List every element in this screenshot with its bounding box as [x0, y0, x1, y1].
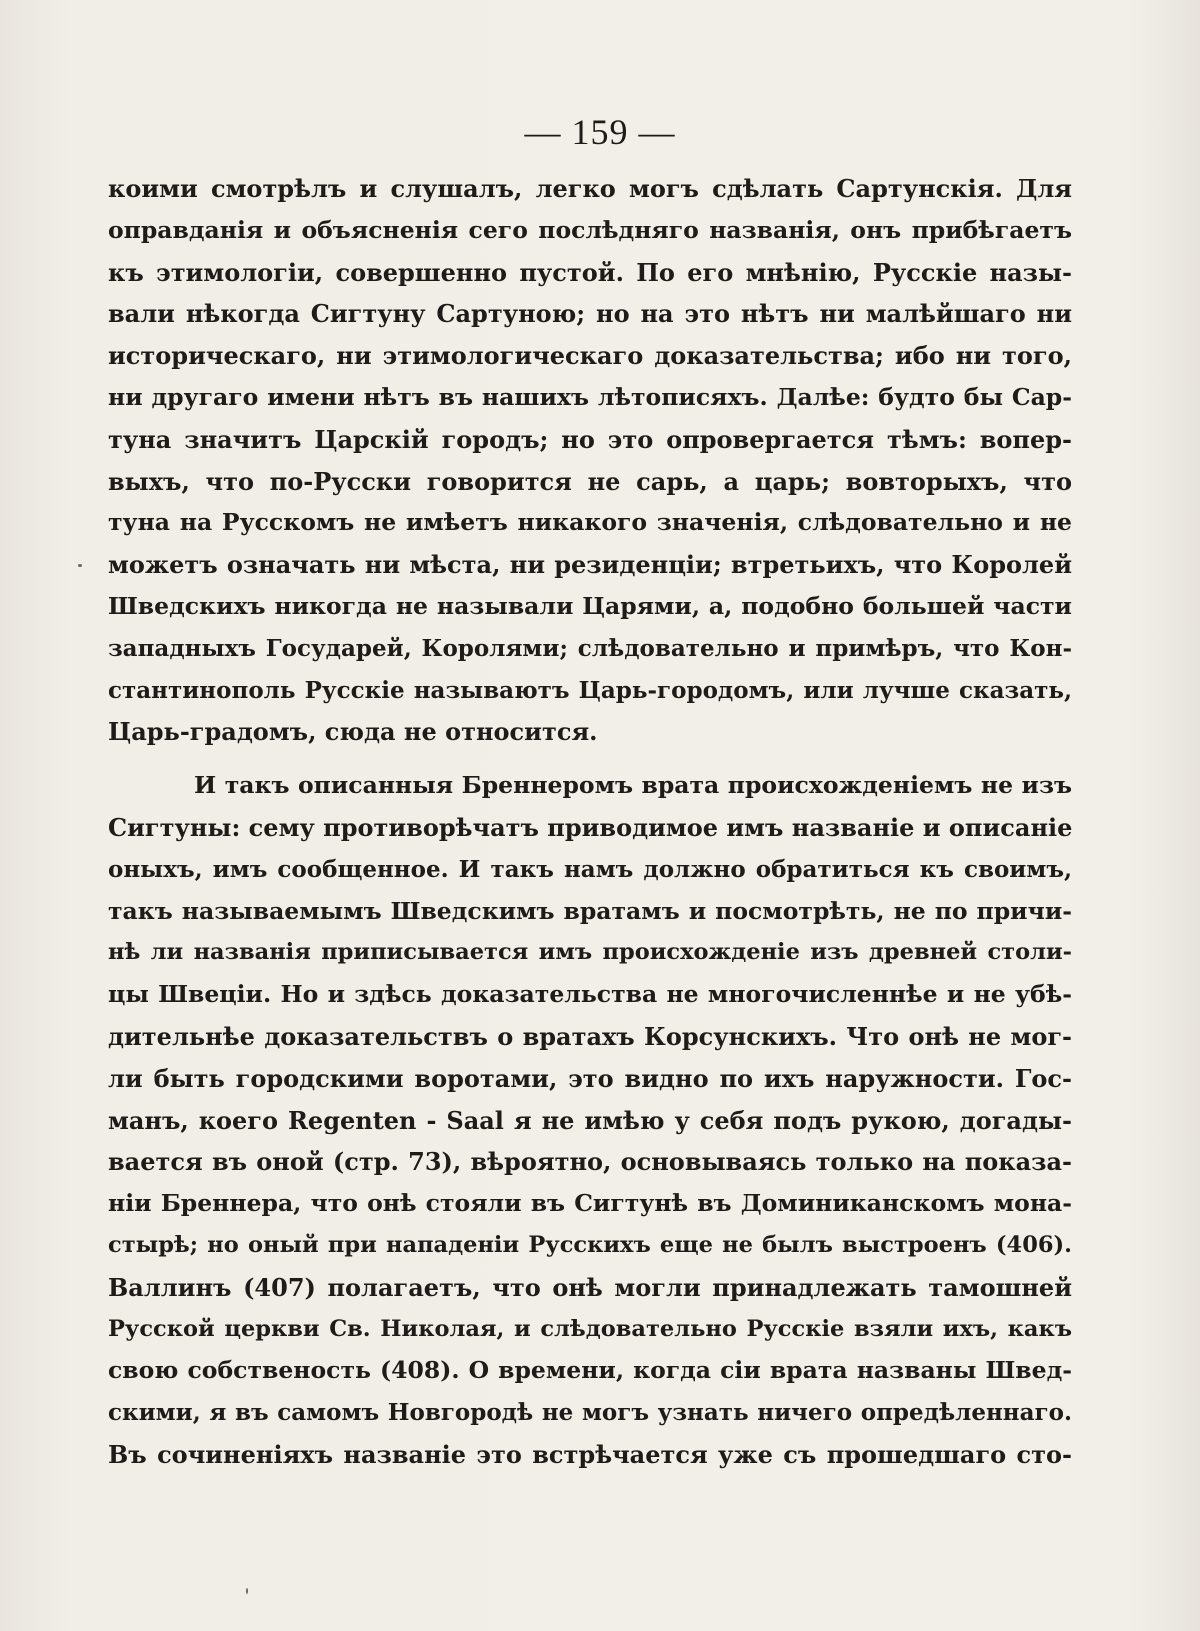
text-line: нѣ ли названія приписывается имъ происхожденіе изъ древней столи-	[108, 939, 1072, 966]
text-line: манъ, коего Regenten - Saal я не имѣю у себя подъ рукою, догады-	[108, 1105, 1072, 1135]
text-line: такъ называемымъ Шведскимъ вратамъ и посмотрѣть, не по причи-	[108, 896, 1072, 925]
text-line: Царь-градомъ, сюда не относится.	[108, 717, 598, 747]
text-line: западныхъ Государей, Королями; слѣдовательно и примѣръ, что Кон-	[108, 634, 1072, 662]
text-line: И такъ описанныя Бреннеромъ врата происхожденіемъ не изъ	[194, 771, 1072, 800]
text-line: свою собственость (408). О времени, когда сіи врата названы Швед-	[108, 1356, 1072, 1385]
text-line: Въ сочиненіяхъ названіе это встрѣчается уже съ прошедшаго сто-	[108, 1439, 1072, 1469]
text-line: коими смотрѣлъ и слушалъ, легко могъ сдѣлать Сартунскія. Для	[108, 174, 1072, 203]
text-line: скими, я въ самомъ Новгородѣ не могъ узнать ничего опредѣленнаго.	[108, 1399, 1072, 1427]
text-line: туна значитъ Царскій городъ; но это опровергается тѣмъ: вопер-	[108, 424, 1072, 454]
text-line: оныхъ, имъ сообщенное. И такъ намъ должно обратиться къ своимъ,	[108, 855, 1072, 883]
text-line: стырѣ; но оный при нападеніи Русскихъ еще не былъ выстроенъ (406).	[108, 1231, 1072, 1258]
text-line: туна на Русскомъ не имѣетъ никакого значенія, слѣдовательно и не	[108, 508, 1072, 537]
text-line: Шведскихъ никогда не называли Царями, а, подобно большей части	[108, 591, 1072, 620]
text-line: Валлинъ (407) полагаетъ, что онѣ могли принадлежать тамошней	[108, 1272, 1072, 1302]
text-line: Сигтуны: сему противорѣчатъ приводимое имъ названіе и описаніе	[108, 812, 1072, 842]
text-line: можетъ означать ни мѣста, ни резиденціи; втретьихъ, что Королей	[108, 550, 1072, 580]
text-line: ни другаго имени нѣтъ въ нашихъ лѣтописяхъ. Далѣе: будто бы Сар-	[108, 382, 1072, 411]
text-line: вается въ оной (стр. 73), вѣроятно, основываясь только на показа-	[108, 1147, 1072, 1177]
paragraph-2	[108, 765, 1072, 1476]
text-line: ли быть городскими воротами, это видно по ихъ наружности. Гос-	[108, 1063, 1072, 1093]
text-line: ніи Бреннера, что онѣ стояли въ Сигтунѣ въ Доминиканскомъ мона-	[108, 1189, 1072, 1218]
text-line: стантинополь Русскіе называютъ Царь-городомъ, или лучше сказать,	[108, 676, 1072, 704]
text-line: дительнѣе доказательствъ о вратахъ Корсунскихъ. Что онѣ не мог-	[108, 1021, 1072, 1051]
body-text	[108, 168, 1072, 1476]
text-line: историческаго, ни этимологическаго доказательства; ибо ни того,	[108, 341, 1072, 371]
text-line: къ этимологіи, совершенно пустой. По его мнѣнію, Русскіе назы-	[108, 257, 1072, 287]
print-speck	[78, 564, 82, 567]
page-number: — 159 —	[524, 112, 676, 152]
text-line: выхъ, что по-Русски говорится не сарь, а царь; вовторыхъ, что	[108, 466, 1072, 496]
paragraph-1	[108, 168, 1072, 753]
print-speck	[246, 1588, 248, 1594]
text-line: вали нѣкогда Сигтуну Сартуною; но на это нѣтъ ни малѣйшаго ни	[108, 299, 1072, 329]
text-line: цы Швеціи. Но и здѣсь доказательства не многочисленнѣе и не убѣ-	[108, 980, 1072, 1009]
text-line: оправданія и объясненія сего послѣдняго названія, онъ прибѣгаетъ	[108, 215, 1072, 244]
text-line: Русской церкви Св. Николая, и слѣдовательно Русскіе взяли ихъ, какъ	[108, 1315, 1072, 1342]
